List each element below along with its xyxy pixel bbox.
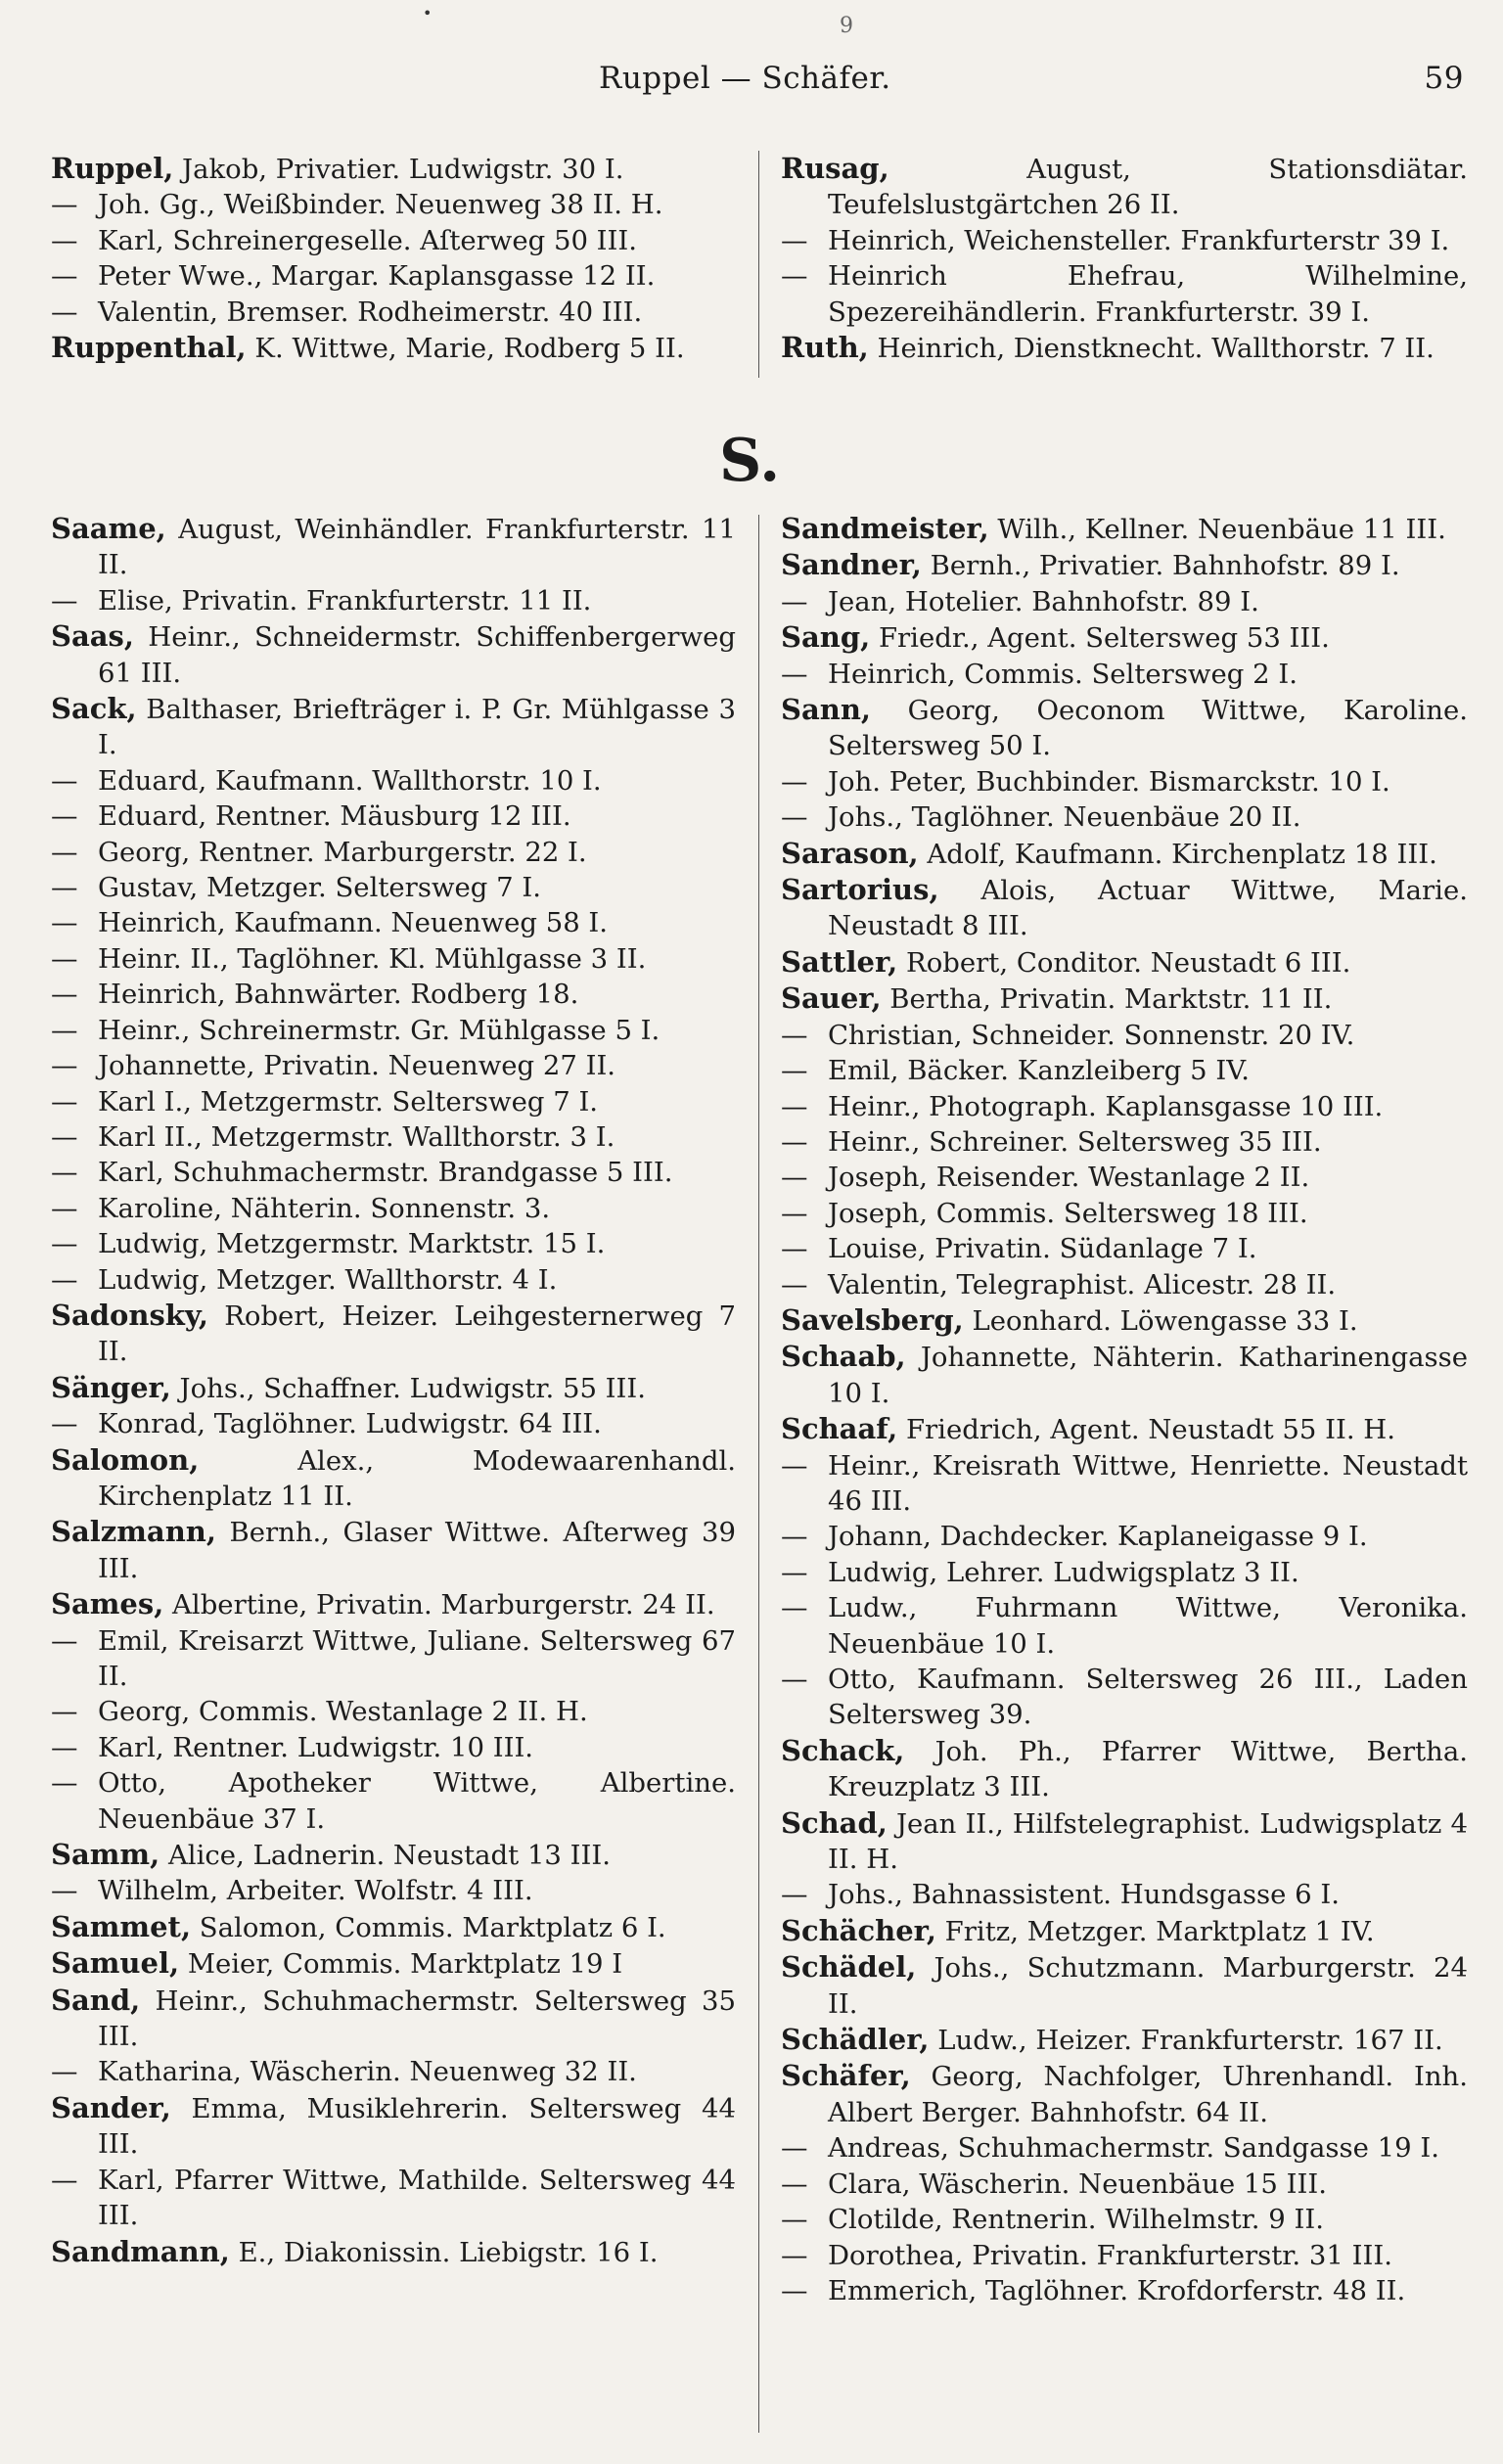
entry-text: Emil, Bäcker. Kanzleiberg 5 IV.	[828, 1055, 1251, 1087]
directory-entry	[51, 763, 736, 799]
entry-text: Johannette, Privatin. Neuenweg 27 II.	[98, 1050, 616, 1082]
entry-text: Alois, Actuar Wittwe, Marie. Neustadt 8 III.	[828, 875, 1468, 942]
entry-dash: —	[781, 1592, 808, 1624]
directory-entry	[781, 1160, 1468, 1195]
entry-text: Karl II., Metzgermstr. Wallthorstr. 3 I.	[98, 1120, 615, 1153]
entry-dash: —	[781, 801, 808, 834]
entry-text: Emmerich, Taglöhner. Krofdorferstr. 48 II.	[828, 2274, 1406, 2306]
entry-dash: —	[51, 260, 78, 293]
directory-entry	[51, 835, 736, 870]
entry-dash: —	[781, 2167, 808, 2200]
entry-surname: Schädler,	[781, 2023, 930, 2057]
entry-text: Heinrich, Weichensteller. Frankfurterstr 39 I.	[828, 224, 1450, 256]
entry-dash: —	[51, 907, 78, 939]
directory-entry	[781, 2130, 1468, 2166]
entry-dash: —	[51, 836, 78, 868]
entry-text: Elise, Privatin. Frankfurterstr. 11 II.	[98, 584, 592, 616]
entry-text: Joh. Ph., Pfarrer Wittwe, Bertha. Kreuzplatz 3 III.	[828, 1735, 1468, 1803]
entry-surname: Savelsberg,	[781, 1302, 964, 1337]
entry-surname: Schächer,	[781, 1913, 936, 1947]
entry-dash: —	[781, 224, 808, 256]
directory-entry	[51, 1155, 736, 1190]
directory-entry	[51, 977, 736, 1012]
entry-text: E., Diakonissin. Liebigstr. 16 I.	[229, 2236, 659, 2268]
entry-text: Emma, Musiklehrerin. Seltersweg 44 III.	[98, 2092, 736, 2161]
directory-entry	[51, 1945, 736, 1982]
entry-surname: Rusag,	[781, 152, 889, 185]
directory-entry	[781, 981, 1468, 1017]
directory-entry	[781, 1267, 1468, 1302]
entry-surname: Schädel,	[781, 1950, 917, 1985]
entry-text: Robert, Conditor. Neustadt 6 III.	[897, 946, 1351, 979]
entry-text: Karl, Pfarrer Wittwe, Mathilde. Seltersweg 44 III.	[98, 2164, 736, 2232]
directory-entry	[51, 1119, 736, 1155]
entry-text: Georg, Oeconom Wittwe, Karoline. Seltersweg 50 I.	[828, 695, 1468, 762]
entry-surname: Sann,	[781, 693, 871, 727]
entry-surname: Schaaf,	[781, 1412, 898, 1446]
entry-text: August, Stationsdiätar. Teufelslustgärtchen 26 II.	[828, 154, 1468, 221]
entry-surname: Sack,	[51, 692, 137, 726]
directory-entry	[781, 1662, 1468, 1733]
entry-surname: Saame,	[51, 512, 166, 545]
directory-entry	[51, 583, 736, 618]
entry-surname: Schack,	[781, 1733, 905, 1767]
entry-text: Alex., Modewaarenhandl. Kirchenplatz 11 II.	[98, 1444, 736, 1512]
entry-text: Georg, Nachfolger, Uhrenhandl. Inh. Albert Berger. Bahnhofstr. 64 II.	[828, 2061, 1468, 2128]
entry-text: Heinrich, Dienstknecht. Wallthorstr. 7 II.	[868, 333, 1435, 365]
entry-text: Valentin, Bremser. Rodheimerstr. 40 III.	[98, 296, 643, 328]
entry-text: Joh. Peter, Buchbinder. Bismarckstr. 10 I.	[828, 765, 1390, 798]
directory-entry	[781, 2167, 1468, 2202]
directory-entry	[781, 1196, 1468, 1231]
directory-entry	[781, 151, 1468, 223]
entry-dash: —	[51, 1050, 78, 1082]
directory-entry	[781, 692, 1468, 764]
entry-text: Heinrich, Bahnwärter. Rodberg 18.	[98, 979, 579, 1011]
entry-text: Johs., Taglöhner. Neuenbäue 20 II.	[828, 801, 1301, 834]
entry-text: Wilh., Kellner. Neuenbäue 11 III.	[988, 514, 1446, 545]
directory-entry	[51, 941, 736, 977]
entry-text: Otto, Kaufmann. Seltersweg 26 III., Laden Seltersweg 39.	[828, 1664, 1468, 1731]
entry-surname: Schaab,	[781, 1340, 906, 1374]
entry-text: Friedr., Agent. Seltersweg 53 III.	[870, 622, 1330, 655]
directory-entry	[781, 1913, 1468, 1949]
entry-text: Robert, Heizer. Leihgesternerweg 7 II.	[98, 1300, 736, 1368]
entry-text: Valentin, Telegraphist. Alicestr. 28 II.	[828, 1268, 1337, 1300]
entry-dash: —	[51, 942, 78, 975]
directory-entry	[51, 1514, 736, 1586]
entry-dash: —	[781, 1556, 808, 1588]
entry-text: Ludwig, Metzger. Wallthorstr. 4 I.	[98, 1263, 558, 1296]
entry-text: K. Wittwe, Marie, Rodberg 5 II.	[246, 333, 685, 365]
directory-entry	[781, 764, 1468, 799]
entry-surname: Ruth,	[781, 331, 869, 365]
directory-entry	[781, 2238, 1468, 2273]
entry-text: Dorothea, Privatin. Frankfurterstr. 31 III.	[828, 2239, 1392, 2271]
directory-entry	[51, 1983, 736, 2055]
directory-entry	[781, 1231, 1468, 1266]
directory-entry	[51, 1694, 736, 1729]
entry-text: Leonhard. Löwengasse 33 I.	[963, 1304, 1358, 1337]
entry-dash: —	[781, 1521, 808, 1553]
entry-dash: —	[781, 1268, 808, 1300]
directory-entry	[51, 2090, 736, 2163]
directory-entry	[51, 1226, 736, 1261]
directory-entry	[781, 1302, 1468, 1339]
entry-text: Joseph, Commis. Seltersweg 18 III.	[828, 1197, 1308, 1229]
entry-surname: Sänger,	[51, 1370, 171, 1404]
entry-surname: Sandmeister,	[781, 512, 989, 545]
directory-entry	[51, 1730, 736, 1765]
directory-entry	[781, 223, 1468, 258]
directory-entry	[51, 1084, 736, 1119]
entry-dash: —	[781, 1090, 808, 1122]
entry-text: Jean II., Hilfstelegraphist. Ludwigsplatz 4 II. H.	[828, 1807, 1468, 1876]
entry-text: Fritz, Metzger. Marktplatz 1 IV.	[935, 1915, 1375, 1947]
entry-surname: Sang,	[781, 620, 871, 655]
section-letter: S.	[719, 427, 781, 495]
entry-dash: —	[51, 189, 78, 221]
entry-text: Karl, Rentner. Ludwigstr. 10 III.	[98, 1731, 534, 1763]
directory-entry	[781, 1555, 1468, 1590]
entry-text: Heinr., Schneidermstr. Schiffenbergerweg 61 III.	[98, 621, 736, 689]
entry-dash: —	[51, 224, 78, 256]
entry-text: Bertha, Privatin. Marktstr. 11 II.	[881, 983, 1333, 1016]
directory-entry	[781, 584, 1468, 619]
entry-surname: Ruppenthal,	[51, 331, 247, 365]
entry-dash: —	[51, 1228, 78, 1260]
entry-text: Jakob, Privatier. Ludwigstr. 30 I.	[173, 154, 624, 185]
entry-dash: —	[781, 1449, 808, 1482]
entry-text: Ludwig, Lehrer. Ludwigsplatz 3 II.	[828, 1556, 1299, 1588]
entry-text: Ludw., Fuhrmann Wittwe, Veronika. Neuenbäue 10 I.	[828, 1592, 1468, 1660]
entry-dash: —	[781, 260, 808, 293]
directory-entry	[51, 691, 736, 763]
entry-text: August, Weinhändler. Frankfurterstr. 11 II.	[98, 514, 736, 581]
left-column-main	[51, 511, 736, 2270]
entry-text: Peter Wwe., Margar. Kaplansgasse 12 II.	[98, 260, 656, 293]
entry-text: Johs., Bahnassistent. Hundsgasse 6 I.	[828, 1879, 1340, 1911]
entry-surname: Samm,	[51, 1838, 160, 1872]
directory-entry	[781, 1339, 1468, 1411]
directory-entry	[781, 1519, 1468, 1554]
directory-entry	[781, 1877, 1468, 1912]
directory-entry	[781, 1411, 1468, 1447]
directory-entry	[51, 2234, 736, 2270]
entry-dash: —	[781, 1664, 808, 1695]
entry-surname: Sadonsky,	[51, 1298, 209, 1332]
entry-text: Joh. Gg., Weißbinder. Neuenweg 38 II. H.	[98, 189, 663, 221]
directory-entry	[51, 2163, 736, 2234]
running-title: Ruppel — Schäfer.	[599, 61, 891, 96]
entry-text: Balthaser, Briefträger i. P. Gr. Mühlgasse 3 I.	[98, 694, 736, 761]
entry-surname: Sartorius,	[781, 873, 939, 907]
entry-dash: —	[51, 872, 78, 904]
directory-entry	[51, 1873, 736, 1908]
entry-text: Friedrich, Agent. Neustadt 55 II. H.	[897, 1414, 1396, 1446]
entry-surname: Sandmann,	[51, 2234, 230, 2268]
directory-entry	[51, 1442, 736, 1515]
directory-entry	[781, 836, 1468, 872]
directory-entry	[51, 2054, 736, 2089]
page-header	[0, 61, 1503, 100]
entry-text: Heinrich, Commis. Seltersweg 2 I.	[828, 658, 1298, 690]
entry-dash: —	[51, 1408, 78, 1440]
directory-entry	[781, 1089, 1468, 1124]
entry-text: Eduard, Rentner. Mäusburg 12 III.	[98, 800, 571, 833]
entry-surname: Sandner,	[781, 548, 922, 582]
directory-entry	[51, 1837, 736, 1873]
entry-text: Konrad, Taglöhner. Ludwigstr. 64 III.	[98, 1408, 602, 1440]
directory-entry	[781, 547, 1468, 583]
right-column-main	[781, 511, 1468, 2308]
entry-surname: Sammet,	[51, 1909, 192, 1943]
entry-dash: —	[51, 979, 78, 1011]
entry-dash: —	[51, 1624, 78, 1657]
entry-text: Karl, Schreinergeselle. Aſterweg 50 III.	[98, 224, 638, 256]
column-divider-top	[758, 151, 759, 378]
directory-entry	[781, 2202, 1468, 2237]
entry-surname: Samuel,	[51, 1946, 180, 1981]
entry-text: Heinrich Ehefrau, Wilhelmine, Spezereihändlerin. Frankfurterstr. 39 I.	[828, 260, 1468, 328]
entry-text: Andreas, Schuhmachermstr. Sandgasse 19 I.	[828, 2132, 1439, 2165]
entry-surname: Ruppel,	[51, 152, 174, 185]
directory-entry	[781, 799, 1468, 835]
entry-dash: —	[781, 1162, 808, 1194]
entry-surname: Schad,	[781, 1805, 888, 1840]
entry-text: Ludwig, Metzgermstr. Marktstr. 15 I.	[98, 1228, 606, 1260]
right-column-top	[781, 151, 1468, 366]
directory-entry	[781, 2058, 1468, 2130]
entry-dash: —	[51, 1875, 78, 1907]
entry-dash: —	[781, 1197, 808, 1229]
directory-entry	[781, 1733, 1468, 1805]
entry-dash: —	[781, 1055, 808, 1087]
directory-entry	[51, 1262, 736, 1298]
entry-text: Heinr. II., Taglöhner. Kl. Mühlgasse 3 II.	[98, 942, 647, 975]
directory-entry	[51, 1298, 736, 1370]
directory-entry	[781, 1805, 1468, 1878]
entry-dash: —	[781, 2274, 808, 2306]
entry-text: Salomon, Commis. Marktplatz 6 I.	[191, 1911, 666, 1943]
directory-entry	[51, 870, 736, 905]
entry-text: Heinr., Schreinermstr. Gr. Mühlgasse 5 I.	[98, 1014, 660, 1046]
directory-entry	[51, 258, 736, 294]
directory-entry	[51, 151, 736, 187]
entry-surname: Saas,	[51, 619, 134, 654]
entry-dash: —	[51, 2164, 78, 2196]
entry-text: Christian, Schneider. Sonnenstr. 20 IV.	[828, 1019, 1355, 1051]
directory-entry	[781, 2273, 1468, 2308]
entry-text: Johs., Schutzmann. Marburgerstr. 24 II.	[828, 1952, 1468, 2020]
entry-dash: —	[781, 658, 808, 690]
entry-dash: —	[51, 2056, 78, 2088]
directory-entry	[51, 905, 736, 940]
directory-entry	[51, 1048, 736, 1083]
ink-dot: •	[423, 4, 433, 23]
entry-surname: Salzmann,	[51, 1515, 216, 1549]
entry-dash: —	[51, 1192, 78, 1224]
entry-text: Gustav, Metzger. Seltersweg 7 I.	[98, 872, 541, 904]
entry-dash: —	[51, 1767, 78, 1800]
directory-entry	[781, 511, 1468, 547]
entry-text: Bernh., Privatier. Bahnhofstr. 89 I.	[921, 550, 1400, 582]
entry-text: Adolf, Kaufmann. Kirchenplatz 18 III.	[918, 838, 1437, 870]
entry-text: Wilhelm, Arbeiter. Wolfstr. 4 III.	[98, 1875, 533, 1907]
entry-dash: —	[51, 764, 78, 797]
directory-entry	[51, 1623, 736, 1695]
entry-dash: —	[51, 1014, 78, 1046]
entry-text: Karl I., Metzgermstr. Seltersweg 7 I.	[98, 1085, 599, 1118]
entry-text: Meier, Commis. Marktplatz 19 I	[179, 1948, 623, 1981]
entry-dash: —	[51, 1120, 78, 1153]
column-divider-main	[758, 515, 759, 2433]
entry-text: Johannette, Nähterin. Katharinengasse 10 I.	[828, 1342, 1468, 1409]
entry-dash: —	[781, 765, 808, 798]
entry-text: Karl, Schuhmachermstr. Brandgasse 5 III.	[98, 1157, 673, 1189]
directory-entry	[51, 1370, 736, 1406]
directory-entry	[781, 2022, 1468, 2058]
entry-dash: —	[51, 1157, 78, 1189]
entry-surname: Sauer,	[781, 981, 882, 1016]
entry-text: Clara, Wäscherin. Neuenbäue 15 III.	[828, 2167, 1327, 2200]
entry-dash: —	[781, 1233, 808, 1265]
entry-dash: —	[781, 2132, 808, 2165]
entry-text: Clotilde, Rentnerin. Wilhelmstr. 9 II.	[828, 2204, 1324, 2236]
directory-entry	[781, 872, 1468, 944]
entry-surname: Schäfer,	[781, 2059, 911, 2093]
entry-text: Heinr., Kreisrath Wittwe, Henriette. Neustadt 46 III.	[828, 1449, 1468, 1517]
directory-entry	[51, 1191, 736, 1226]
directory-entry	[781, 657, 1468, 692]
page-stamp: 9	[840, 14, 853, 38]
entry-surname: Sarason,	[781, 836, 919, 870]
directory-entry	[51, 1013, 736, 1048]
entry-dash: —	[51, 1085, 78, 1118]
directory-entry	[51, 330, 736, 366]
entry-text: Eduard, Kaufmann. Wallthorstr. 10 I.	[98, 764, 602, 797]
entry-text: Heinr., Schreiner. Seltersweg 35 III.	[828, 1125, 1322, 1158]
page-number: 59	[1424, 61, 1464, 96]
entry-dash: —	[781, 1019, 808, 1051]
directory-entry	[51, 618, 736, 691]
directory-entry	[51, 511, 736, 583]
directory-entry	[51, 1586, 736, 1622]
entry-text: Johann, Dachdecker. Kaplaneigasse 9 I.	[828, 1521, 1368, 1553]
entry-dash: —	[781, 2204, 808, 2236]
entry-text: Ludw., Heizer. Frankfurterstr. 167 II.	[929, 2025, 1443, 2057]
directory-entry	[781, 1124, 1468, 1160]
entry-text: Heinr., Schuhmachermstr. Seltersweg 35 III.	[98, 1985, 736, 2053]
entry-text: Heinr., Photograph. Kaplansgasse 10 III.	[828, 1090, 1384, 1122]
entry-text: Heinrich, Kaufmann. Neuenweg 58 I.	[98, 907, 609, 939]
directory-entry	[781, 1590, 1468, 1662]
entry-text: Katharina, Wäscherin. Neuenweg 32 II.	[98, 2056, 637, 2088]
entry-surname: Sames,	[51, 1587, 164, 1621]
entry-text: Georg, Commis. Westanlage 2 II. H.	[98, 1696, 588, 1728]
entry-text: Emil, Kreisarzt Wittwe, Juliane. Seltersweg 67 II.	[98, 1624, 736, 1692]
directory-entry	[51, 1406, 736, 1441]
directory-entry	[781, 1053, 1468, 1088]
entry-text: Alice, Ladnerin. Neustadt 13 III.	[159, 1840, 612, 1872]
entry-text: Otto, Apotheker Wittwe, Albertine. Neuenbäue 37 I.	[98, 1767, 736, 1835]
entry-surname: Sander,	[51, 2090, 171, 2124]
entry-text: Joseph, Reisender. Westanlage 2 II.	[828, 1162, 1310, 1194]
entry-text: Bernh., Glaser Wittwe. Aſterweg 39 III.	[98, 1517, 736, 1584]
entry-text: Karoline, Nähterin. Sonnenstr. 3.	[98, 1192, 551, 1224]
entry-dash: —	[51, 1263, 78, 1296]
entry-surname: Sattler,	[781, 944, 898, 979]
entry-text: Georg, Rentner. Marburgerstr. 22 I.	[98, 836, 587, 868]
entry-text: Johs., Schaffner. Ludwigstr. 55 III.	[170, 1372, 647, 1404]
entry-dash: —	[781, 1125, 808, 1158]
left-column-top	[51, 151, 736, 366]
entry-dash: —	[51, 1731, 78, 1763]
entry-surname: Sand,	[51, 1983, 141, 2017]
directory-entry	[51, 187, 736, 222]
directory-entry	[781, 330, 1468, 366]
directory-entry	[781, 258, 1468, 330]
directory-entry	[51, 295, 736, 330]
directory-entry	[781, 619, 1468, 656]
directory-entry	[51, 799, 736, 834]
directory-entry	[781, 944, 1468, 981]
entry-dash: —	[781, 585, 808, 617]
entry-text: Louise, Privatin. Südanlage 7 I.	[828, 1233, 1257, 1265]
entry-dash: —	[51, 584, 78, 616]
entry-dash: —	[781, 2239, 808, 2271]
entry-text: Albertine, Privatin. Marburgerstr. 24 II.	[163, 1589, 715, 1621]
directory-entry	[781, 1018, 1468, 1053]
directory-entry	[51, 223, 736, 258]
entry-dash: —	[51, 296, 78, 328]
entry-dash: —	[51, 800, 78, 833]
entry-surname: Salomon,	[51, 1442, 200, 1477]
entry-text: Jean, Hotelier. Bahnhofstr. 89 I.	[828, 585, 1259, 617]
directory-entry	[781, 1448, 1468, 1520]
entry-dash: —	[781, 1879, 808, 1911]
directory-entry	[51, 1909, 736, 1945]
entry-dash: —	[51, 1696, 78, 1728]
directory-entry	[51, 1765, 736, 1837]
directory-entry	[781, 1949, 1468, 2022]
